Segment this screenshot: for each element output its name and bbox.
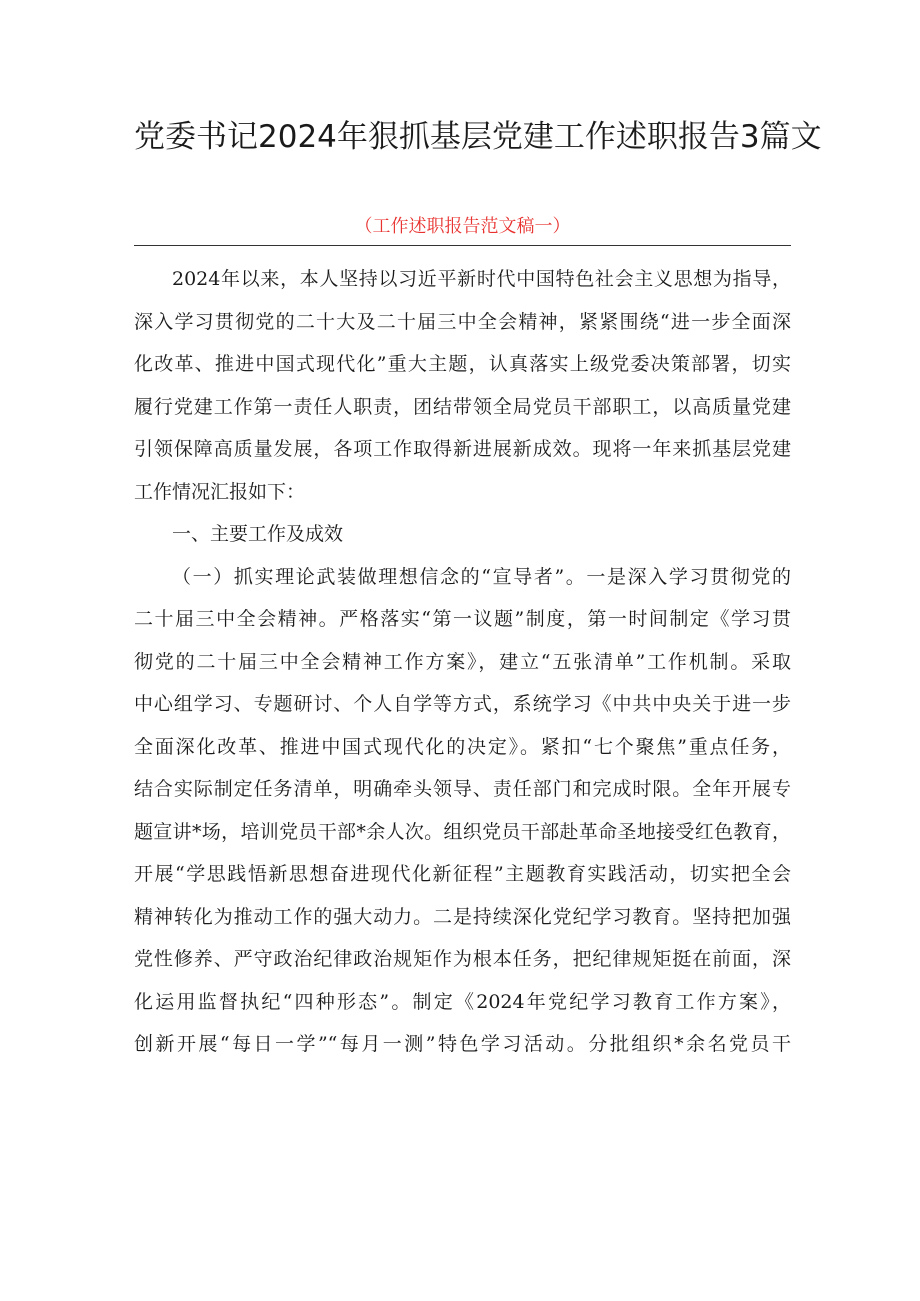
paragraph-line: 2024年以来，本人坚持以习近平新时代中国特色社会主义思想为指导， [172, 268, 791, 290]
paragraph-line: 题宣讲*场，培训党员干部*余人次。组织党员干部赴革命圣地接受红色教育， [134, 820, 791, 843]
paragraph-line: 彻党的二十届三中全会精神工作方案》，建立“五张清单”工作机制。采取 [134, 650, 791, 673]
paragraph-line: 精神转化为推动工作的强大动力。二是持续深化党纪学习教育。坚持把加强 [134, 905, 791, 928]
paragraph-line: 全面深化改革、推进中国式现代化的决定》。紧扣“七个聚焦”重点任务， [134, 735, 791, 758]
section-heading: 一、主要工作及成效 [172, 523, 344, 545]
paragraph-line: 党性修养、严守政治纪律政治规矩作为根本任务，把纪律规矩挺在前面，深 [134, 948, 791, 970]
paragraph-line: 二十届三中全会精神。严格落实“第一议题”制度，第一时间制定《学习贯 [134, 608, 791, 630]
divider-rule [134, 245, 791, 246]
document-title: 党委书记2024年狠抓基层党建工作述职报告3篇文 [134, 119, 822, 155]
paragraph-line: 工作情况汇报如下： [134, 480, 306, 503]
paragraph-line: 化运用监督执纪“四种形态”。制定《2024年党纪学习教育工作方案》， [134, 990, 791, 1013]
paragraph-line: （一）抓实理论武装做理想信念的“宣导者”。一是深入学习贯彻党的 [172, 565, 791, 588]
paragraph-line: 开展“学思践悟新思想奋进现代化新征程”主题教育实践活动，切实把全会 [134, 863, 791, 885]
document-body [134, 258, 791, 1066]
document-subtitle: （工作述职报告范文稿一） [354, 216, 571, 237]
paragraph-line: 创新开展“每日一学”“每月一测”特色学习活动。分批组织*余名党员干 [134, 1033, 791, 1055]
paragraph-line: 引领保障高质量发展，各项工作取得新进展新成效。现将一年来抓基层党建 [134, 438, 791, 460]
paragraph-line: 履行党建工作第一责任人职责，团结带领全局党员干部职工，以高质量党建 [134, 395, 791, 418]
paragraph-line: 结合实际制定任务清单，明确牵头领导、责任部门和完成时限。全年开展专 [134, 778, 791, 800]
paragraph-line: 深入学习贯彻党的二十大及二十届三中全会精神，紧紧围绕“进一步全面深 [134, 310, 791, 333]
paragraph-line: 化改革、推进中国式现代化”重大主题，认真落实上级党委决策部署，切实 [134, 353, 791, 375]
paragraph-line: 中心组学习、专题研讨、个人自学等方式，系统学习《中共中央关于进一步 [134, 693, 791, 715]
